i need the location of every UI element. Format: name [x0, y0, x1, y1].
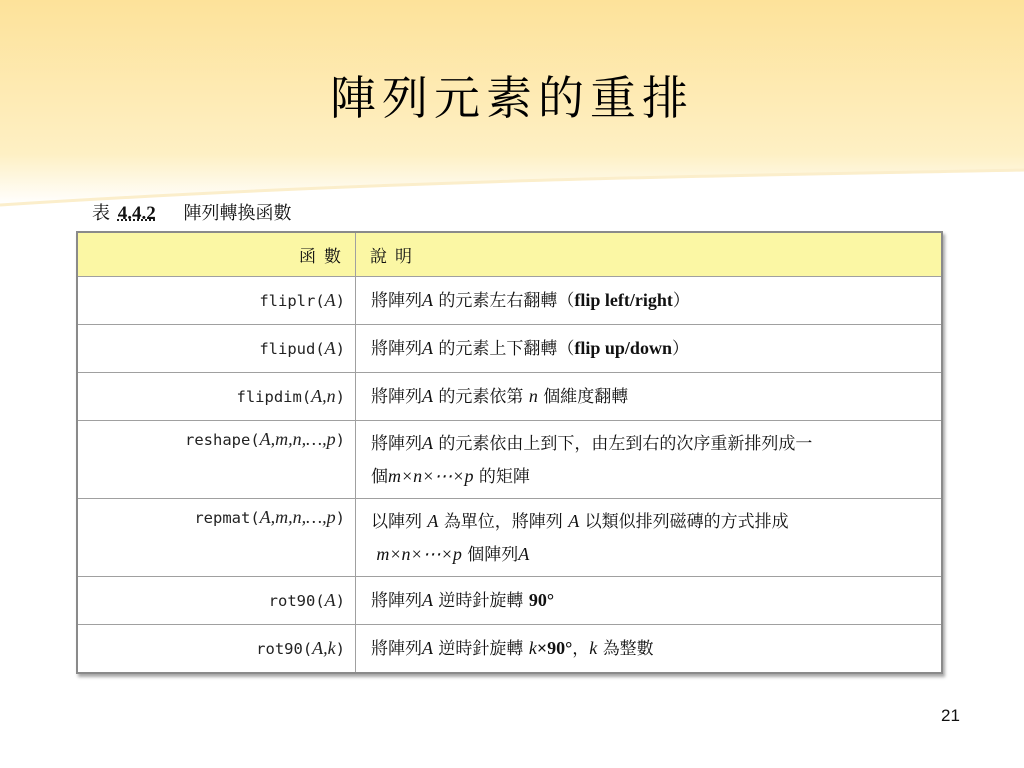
table-row [77, 277, 942, 325]
table-row [77, 421, 942, 499]
page-number: 21 [941, 706, 960, 725]
table-row [77, 625, 942, 674]
table-row [77, 325, 942, 373]
description-cell: 將陣列A 的元素上下翻轉（flip up/down） [356, 325, 943, 373]
function-cell: reshape(A,m,n,…,p) [77, 421, 356, 499]
function-cell: flipud(A) [77, 325, 356, 373]
caption-number: 4.4.2 [117, 203, 156, 224]
function-cell: flipdim(A,n) [77, 373, 356, 421]
description-cell: 將陣列A 的元素依由上到下，由左到右的次序重新排列成一 個m×n×⋯×p 的矩陣 [356, 421, 943, 499]
caption-prefix: 表 [92, 203, 110, 224]
description-cell: 以陣列 A 為單位，將陣列 A 以類似排列磁磚的方式排成 m×n×⋯×p 個陣列A [356, 499, 943, 577]
table-row [77, 499, 942, 577]
table-caption [92, 199, 291, 225]
description-cell: 將陣列A 逆時針旋轉 90° [356, 577, 943, 625]
description-cell: 將陣列A 的元素左右翻轉（flip left/right） [356, 277, 943, 325]
table-row [77, 373, 942, 421]
description-cell: 將陣列A 的元素依第 n 個維度翻轉 [356, 373, 943, 421]
function-cell: rot90(A) [77, 577, 356, 625]
function-table [76, 231, 943, 674]
slide-title: 陣列元素的重排 [330, 71, 694, 125]
function-cell: repmat(A,m,n,…,p) [77, 499, 356, 577]
header-desc: 說明 [356, 232, 943, 277]
function-cell: rot90(A,k) [77, 625, 356, 674]
description-cell: 將陣列A 逆時針旋轉 k×90°，k 為整數 [356, 625, 943, 674]
table-row [77, 577, 942, 625]
header-func: 函數 [77, 232, 356, 277]
function-cell: fliplr(A) [77, 277, 356, 325]
table-header-row [77, 232, 942, 277]
caption-title: 陣列轉換函數 [183, 203, 292, 224]
